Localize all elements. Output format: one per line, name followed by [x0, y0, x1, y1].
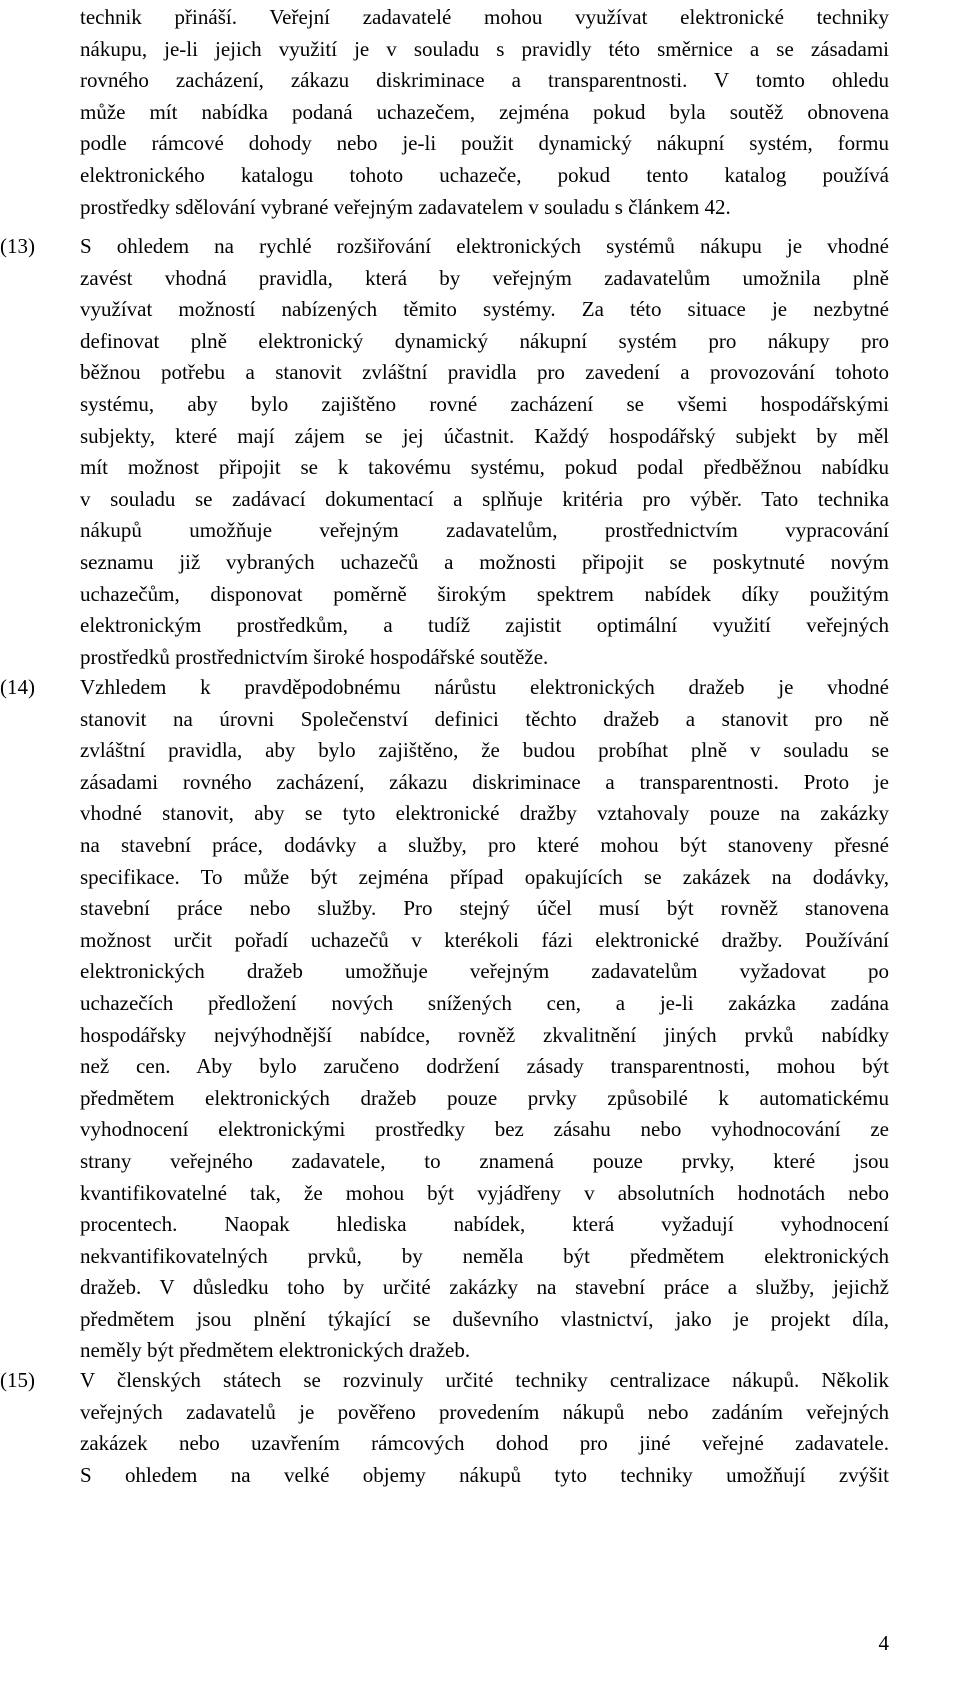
text-line: kvantifikovatelné tak, že mohou být vyjádřeny v absolutních hodnotách nebo	[80, 1180, 889, 1205]
text-line: zavést vhodná pravidla, která by veřejným zadavatelům umožnila plně	[80, 265, 889, 290]
text-line: veřejných zadavatelů je pověřeno provedením nákupů nebo zadáním veřejných	[80, 1399, 889, 1424]
text-line: nákupu, je-li jejich využití je v souladu s pravidly této směrnice a se zásadami	[80, 36, 889, 61]
text-line: předmětem jsou plnění týkající se duševního vlastnictví, jako je projekt díla,	[80, 1306, 889, 1331]
text-line: zvláštní pravidla, aby bylo zajištěno, že budou probíhat plně v souladu se	[80, 738, 889, 763]
text-line: zásadami rovného zacházení, zákazu diskriminace a transparentnosti. Proto je	[80, 769, 889, 794]
text-line: stavební práce nebo služby. Pro stejný účel musí být rovněž stanovena	[80, 896, 889, 921]
text-line: elektronickým prostředkům, a tudíž zajistit optimální využití veřejných	[80, 613, 889, 638]
text-line: hospodářsky nejvýhodnější nabídce, rovněž zkvalitnění jiných prvků nabídky	[80, 1022, 889, 1047]
text-line: seznamu již vybraných uchazečů a možnosti připojit se poskytnuté novým	[80, 549, 889, 574]
text-line: elektronických dražeb umožňuje veřejným zadavatelům vyžadovat po	[80, 959, 889, 984]
text-line: Vzhledem k pravděpodobnému nárůstu elektronických dražeb je vhodné	[80, 675, 889, 699]
text-line: uchazečům, disponovat poměrně širokým spektrem nabídek díky použitým	[80, 581, 889, 606]
paragraph-number: (15)	[0, 1368, 35, 1392]
paragraph-body	[80, 672, 889, 1367]
text-line: nekvantifikovatelných prvků, by neměla být předmětem elektronických	[80, 1243, 889, 1268]
paragraph-number: (13)	[0, 234, 35, 258]
text-line: možnost určit pořadí uchazečů v kterékoli fázi elektronické dražby. Používání	[80, 927, 889, 952]
text-line: běžnou potřebu a stanovit zvláštní pravidla pro zavedení a provozování tohoto	[80, 360, 889, 385]
text-line: technik přináší. Veřejní zadavatelé mohou využívat elektronické techniky	[80, 5, 889, 29]
text-line: prostředky sdělování vybrané veřejným zadavatelem v souladu s článkem 42.	[80, 194, 731, 219]
text-line: neměly být předmětem elektronických dražeb.	[80, 1338, 471, 1363]
text-line: rovného zacházení, zákazu diskriminace a transparentnosti. V tomto ohledu	[80, 68, 889, 93]
text-line: S ohledem na velké objemy nákupů tyto techniky umožňují zvýšit	[80, 1462, 889, 1487]
text-line: vhodné stanovit, aby se tyto elektronické dražby vztahovaly pouze na zakázky	[80, 801, 889, 826]
text-line: V členských státech se rozvinuly určité techniky centralizace nákupů. Několik	[80, 1368, 889, 1392]
text-line: procentech. Naopak hlediska nabídek, která vyžadují vyhodnocení	[80, 1212, 889, 1237]
text-line: definovat plně elektronický dynamický nákupní systém pro nákupy pro	[80, 328, 889, 353]
text-line: specifikace. To může být zejména případ opakujících se zakázek na dodávky,	[80, 864, 889, 889]
text-line: uchazečích předložení nových snížených cen, a je-li zakázka zadána	[80, 990, 889, 1015]
text-line: dražeb. V důsledku toho by určité zakázky na stavební práce a služby, jejichž	[80, 1275, 889, 1300]
text-line: může mít nabídka podaná uchazečem, zejména pokud byla soutěž obnovena	[80, 99, 889, 124]
text-line: strany veřejného zadavatele, to znamená pouze prvky, které jsou	[80, 1148, 889, 1173]
text-line: nákupů umožňuje veřejným zadavatelům, prostřednictvím vypracování	[80, 518, 889, 543]
text-line: subjekty, které mají zájem se jej účastnit. Každý hospodářský subjekt by měl	[80, 423, 889, 448]
paragraph-body	[80, 1365, 889, 1491]
paragraph-body	[80, 2, 889, 223]
text-line: na stavební práce, dodávky a služby, pro které mohou být stanoveny přesné	[80, 832, 889, 857]
paragraph-body	[80, 231, 889, 673]
text-line: elektronického katalogu tohoto uchazeče, pokud tento katalog používá	[80, 162, 889, 187]
text-line: systému, aby bylo zajištěno rovné zacházení se všemi hospodářskými	[80, 391, 889, 416]
text-line: prostředků prostřednictvím široké hospodářské soutěže.	[80, 644, 549, 669]
text-line: než cen. Aby bylo zaručeno dodržení zásady transparentnosti, mohou být	[80, 1054, 889, 1079]
text-line: S ohledem na rychlé rozšiřování elektronických systémů nákupu je vhodné	[80, 234, 889, 258]
text-line: zakázek nebo uzavřením rámcových dohod pro jiné veřejné zadavatele.	[80, 1431, 889, 1456]
text-line: stanovit na úrovni Společenství definici těchto dražeb a stanovit pro ně	[80, 706, 889, 731]
text-line: v souladu se zadávací dokumentací a splňuje kritéria pro výběr. Tato technika	[80, 486, 889, 511]
page-number: 4	[878, 1631, 889, 1655]
text-line: využívat možností nabízených těmito systémy. Za této situace je nezbytné	[80, 297, 889, 322]
text-line: vyhodnocení elektronickými prostředky bez zásahu nebo vyhodnocování ze	[80, 1117, 889, 1142]
text-line: mít možnost připojit se k takovému systému, pokud podal předběžnou nabídku	[80, 455, 889, 480]
paragraph-number: (14)	[0, 675, 35, 699]
text-line: předmětem elektronických dražeb pouze prvky způsobilé k automatickému	[80, 1085, 889, 1110]
text-line: podle rámcové dohody nebo je-li použit dynamický nákupní systém, formu	[80, 131, 889, 156]
